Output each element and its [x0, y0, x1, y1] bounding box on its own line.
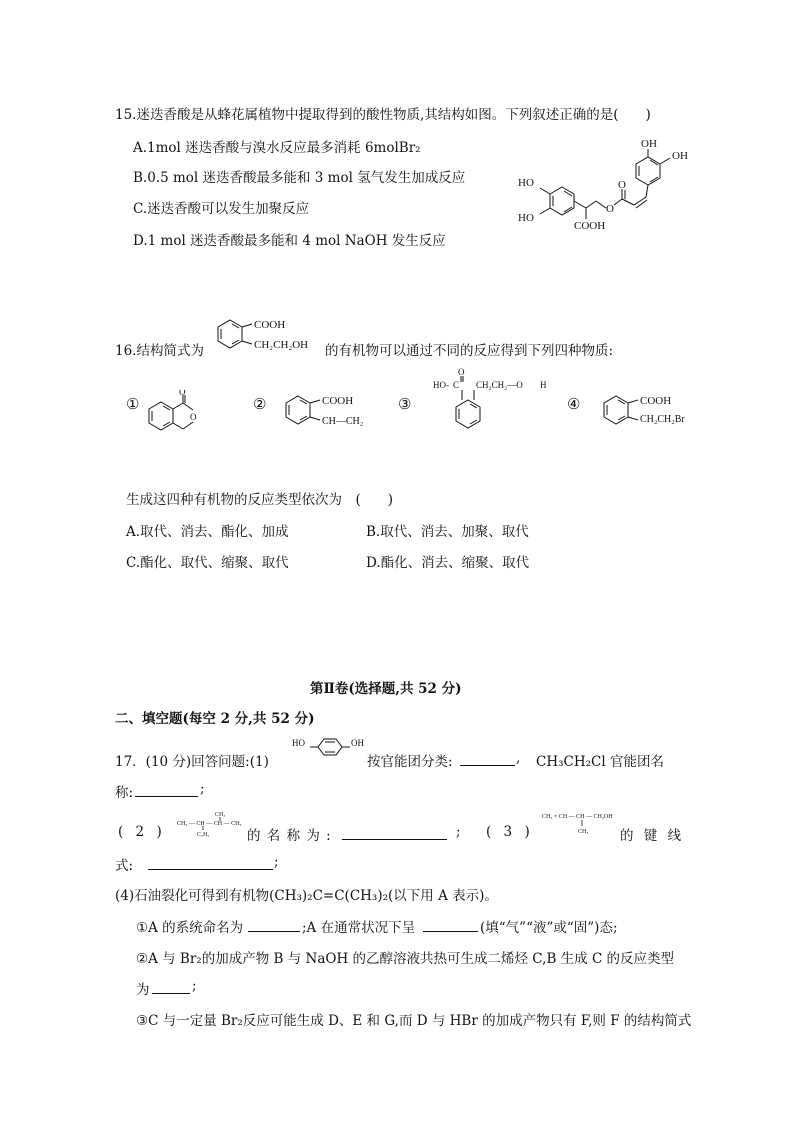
q17-line2-end: ;: [200, 781, 205, 797]
alkane-ch3-top: CH₃: [215, 812, 226, 818]
q17-part4-2c: ;: [192, 978, 197, 994]
ester-o-label: O: [606, 203, 614, 215]
p2-cooh: COOH: [322, 395, 354, 407]
q15-option-c: C.迷迭香酸可以发生加聚反应: [133, 201, 310, 217]
marker-4: ④: [567, 395, 581, 413]
q17-part4-2b: 为: [136, 982, 150, 998]
oh-left-a: HO: [518, 177, 534, 189]
q17-part4-2: ②A 与 Br₂的加成产物 B 与 NaOH 的乙醇溶液共热可生成二烯烃 C,B 生成 C 的反应类型: [136, 951, 675, 967]
q16-option-c: C.酯化、取代、缩聚、取代: [126, 555, 289, 571]
p3-chain: CH₂CH₂—O: [476, 380, 523, 390]
q17-part4-1b: ;A 在通常状况下呈: [302, 920, 416, 936]
p4-chain: CH₂CH₂Br: [640, 414, 685, 425]
product-3-structure: [430, 368, 570, 443]
p3-o-top: O: [458, 368, 465, 377]
alcohol-ch3: CH₃: [578, 829, 589, 835]
alkane-structure: [175, 808, 255, 840]
blank-skeletal-formula[interactable]: [148, 856, 273, 870]
hq-oh: OH: [351, 738, 364, 748]
q16-main-structure: [208, 314, 328, 364]
q15-option-d: D.1 mol 迷迭香酸最多能和 4 mol NaOH 发生反应: [133, 233, 446, 249]
hydroquinone-structure: [290, 735, 370, 761]
marker-3: ③: [398, 395, 412, 413]
q15-stem: 15.迷迭香酸是从蜂花属植物中提取得到的酸性物质,其结构如图。下列叙述正确的是( ): [115, 107, 651, 123]
marker-1: ①: [126, 395, 140, 413]
hq-ho: HO: [292, 738, 305, 748]
q17-p3-marker: ( 3 ): [486, 824, 530, 840]
q16-option-b: B.取代、消去、加聚、取代: [366, 524, 529, 540]
p3-end: H: [540, 380, 547, 390]
main-cooh: COOH: [254, 319, 286, 331]
q17-p3-text: 的 键 线: [620, 828, 685, 844]
q17-line1-prefix: 17．(10 分)回答问题:(1): [115, 754, 269, 770]
carbonyl-o-label: O: [618, 179, 626, 191]
q16-stem-prefix: 16.结构简式为: [115, 343, 204, 359]
product-2-structure: [278, 390, 388, 440]
q17-part4-3: ③C 与一定量 Br₂反应可能生成 D、E 和 G,而 D 与 HBr 的加成产物只有 F,则 F 的结构简式: [136, 1013, 692, 1029]
p3-c: C: [453, 380, 460, 390]
section-subtitle: 二、填空题(每空 2 分,共 52 分): [115, 711, 315, 727]
q17-line1-tail: CH₃CH₂Cl 官能团名: [536, 754, 664, 770]
q15-option-a: A.1mol 迷迭香酸与溴水反应最多消耗 6molBr₂: [133, 140, 421, 156]
blank-state[interactable]: [423, 918, 478, 932]
oh-top-a: OH: [641, 138, 657, 150]
q17-p2-text: 的 名 称 为 :: [247, 828, 332, 844]
alkane-main: CH₃ — CH — CH — CH₃: [177, 821, 242, 827]
p1-ring-o: O: [190, 412, 197, 422]
blank-reaction-type[interactable]: [152, 980, 190, 994]
blank-functional-class[interactable]: [460, 752, 515, 766]
q16-option-a: A.取代、消去、酯化、加成: [126, 524, 289, 540]
rosmarinic-acid-structure: [510, 133, 730, 243]
q17-line2: 称:: [115, 785, 134, 801]
alkane-c2h5: C₂H₅: [197, 832, 210, 838]
blank-functional-group-name[interactable]: [135, 783, 198, 797]
q16-question: 生成这四种有机物的反应类型依次为 ( ): [126, 492, 394, 508]
cooh-label: COOH: [574, 220, 606, 232]
q17-line4-end: ;: [274, 854, 279, 870]
main-chain: CH₂CH₂OH: [254, 339, 309, 351]
q17-part4-1a: ①A 的系统命名为: [136, 920, 244, 936]
product-4-structure: [596, 390, 706, 440]
q16-stem-suffix: 的有机物可以通过不同的反应得到下列四种物质:: [325, 343, 614, 359]
p4-cooh: COOH: [640, 395, 672, 407]
oh-left-b: HO: [518, 212, 534, 224]
blank-systematic-name[interactable]: [248, 918, 300, 932]
q17-part4: (4)石油裂化可得到有机物(CH₃)₂C=C(CH₃)₂(以下用 A 表示)。: [115, 888, 498, 904]
section-title: 第Ⅱ卷(选择题,共 52 分): [310, 681, 462, 697]
p3-ho: HO-: [433, 380, 449, 390]
blank-alkane-name[interactable]: [342, 826, 447, 840]
q16-option-d: D.酯化、消去、缩聚、取代: [366, 555, 530, 571]
p1-o: O: [179, 390, 186, 397]
q17-p2-marker: ( 2 ): [118, 824, 162, 840]
oh-top-b: OH: [672, 150, 688, 162]
q15-option-b: B.0.5 mol 迷迭香酸最多能和 3 mol 氢气发生加成反应: [133, 170, 466, 186]
p2-chain: CH—CH₂: [322, 416, 364, 427]
q17-part4-1c: (填“气”“液”或“固”)态;: [480, 920, 618, 936]
product-1-structure: [145, 390, 215, 440]
alcohol-main: CH₂ = CH — CH — CH₂OH: [542, 814, 613, 820]
q17-line4-prefix: 式:: [115, 858, 134, 874]
q17-p2-end: ;: [456, 824, 461, 840]
q17-line1-mid: 按官能团分类:: [367, 754, 453, 770]
marker-2: ②: [253, 395, 267, 413]
q17-line1-after: ,: [516, 750, 521, 766]
